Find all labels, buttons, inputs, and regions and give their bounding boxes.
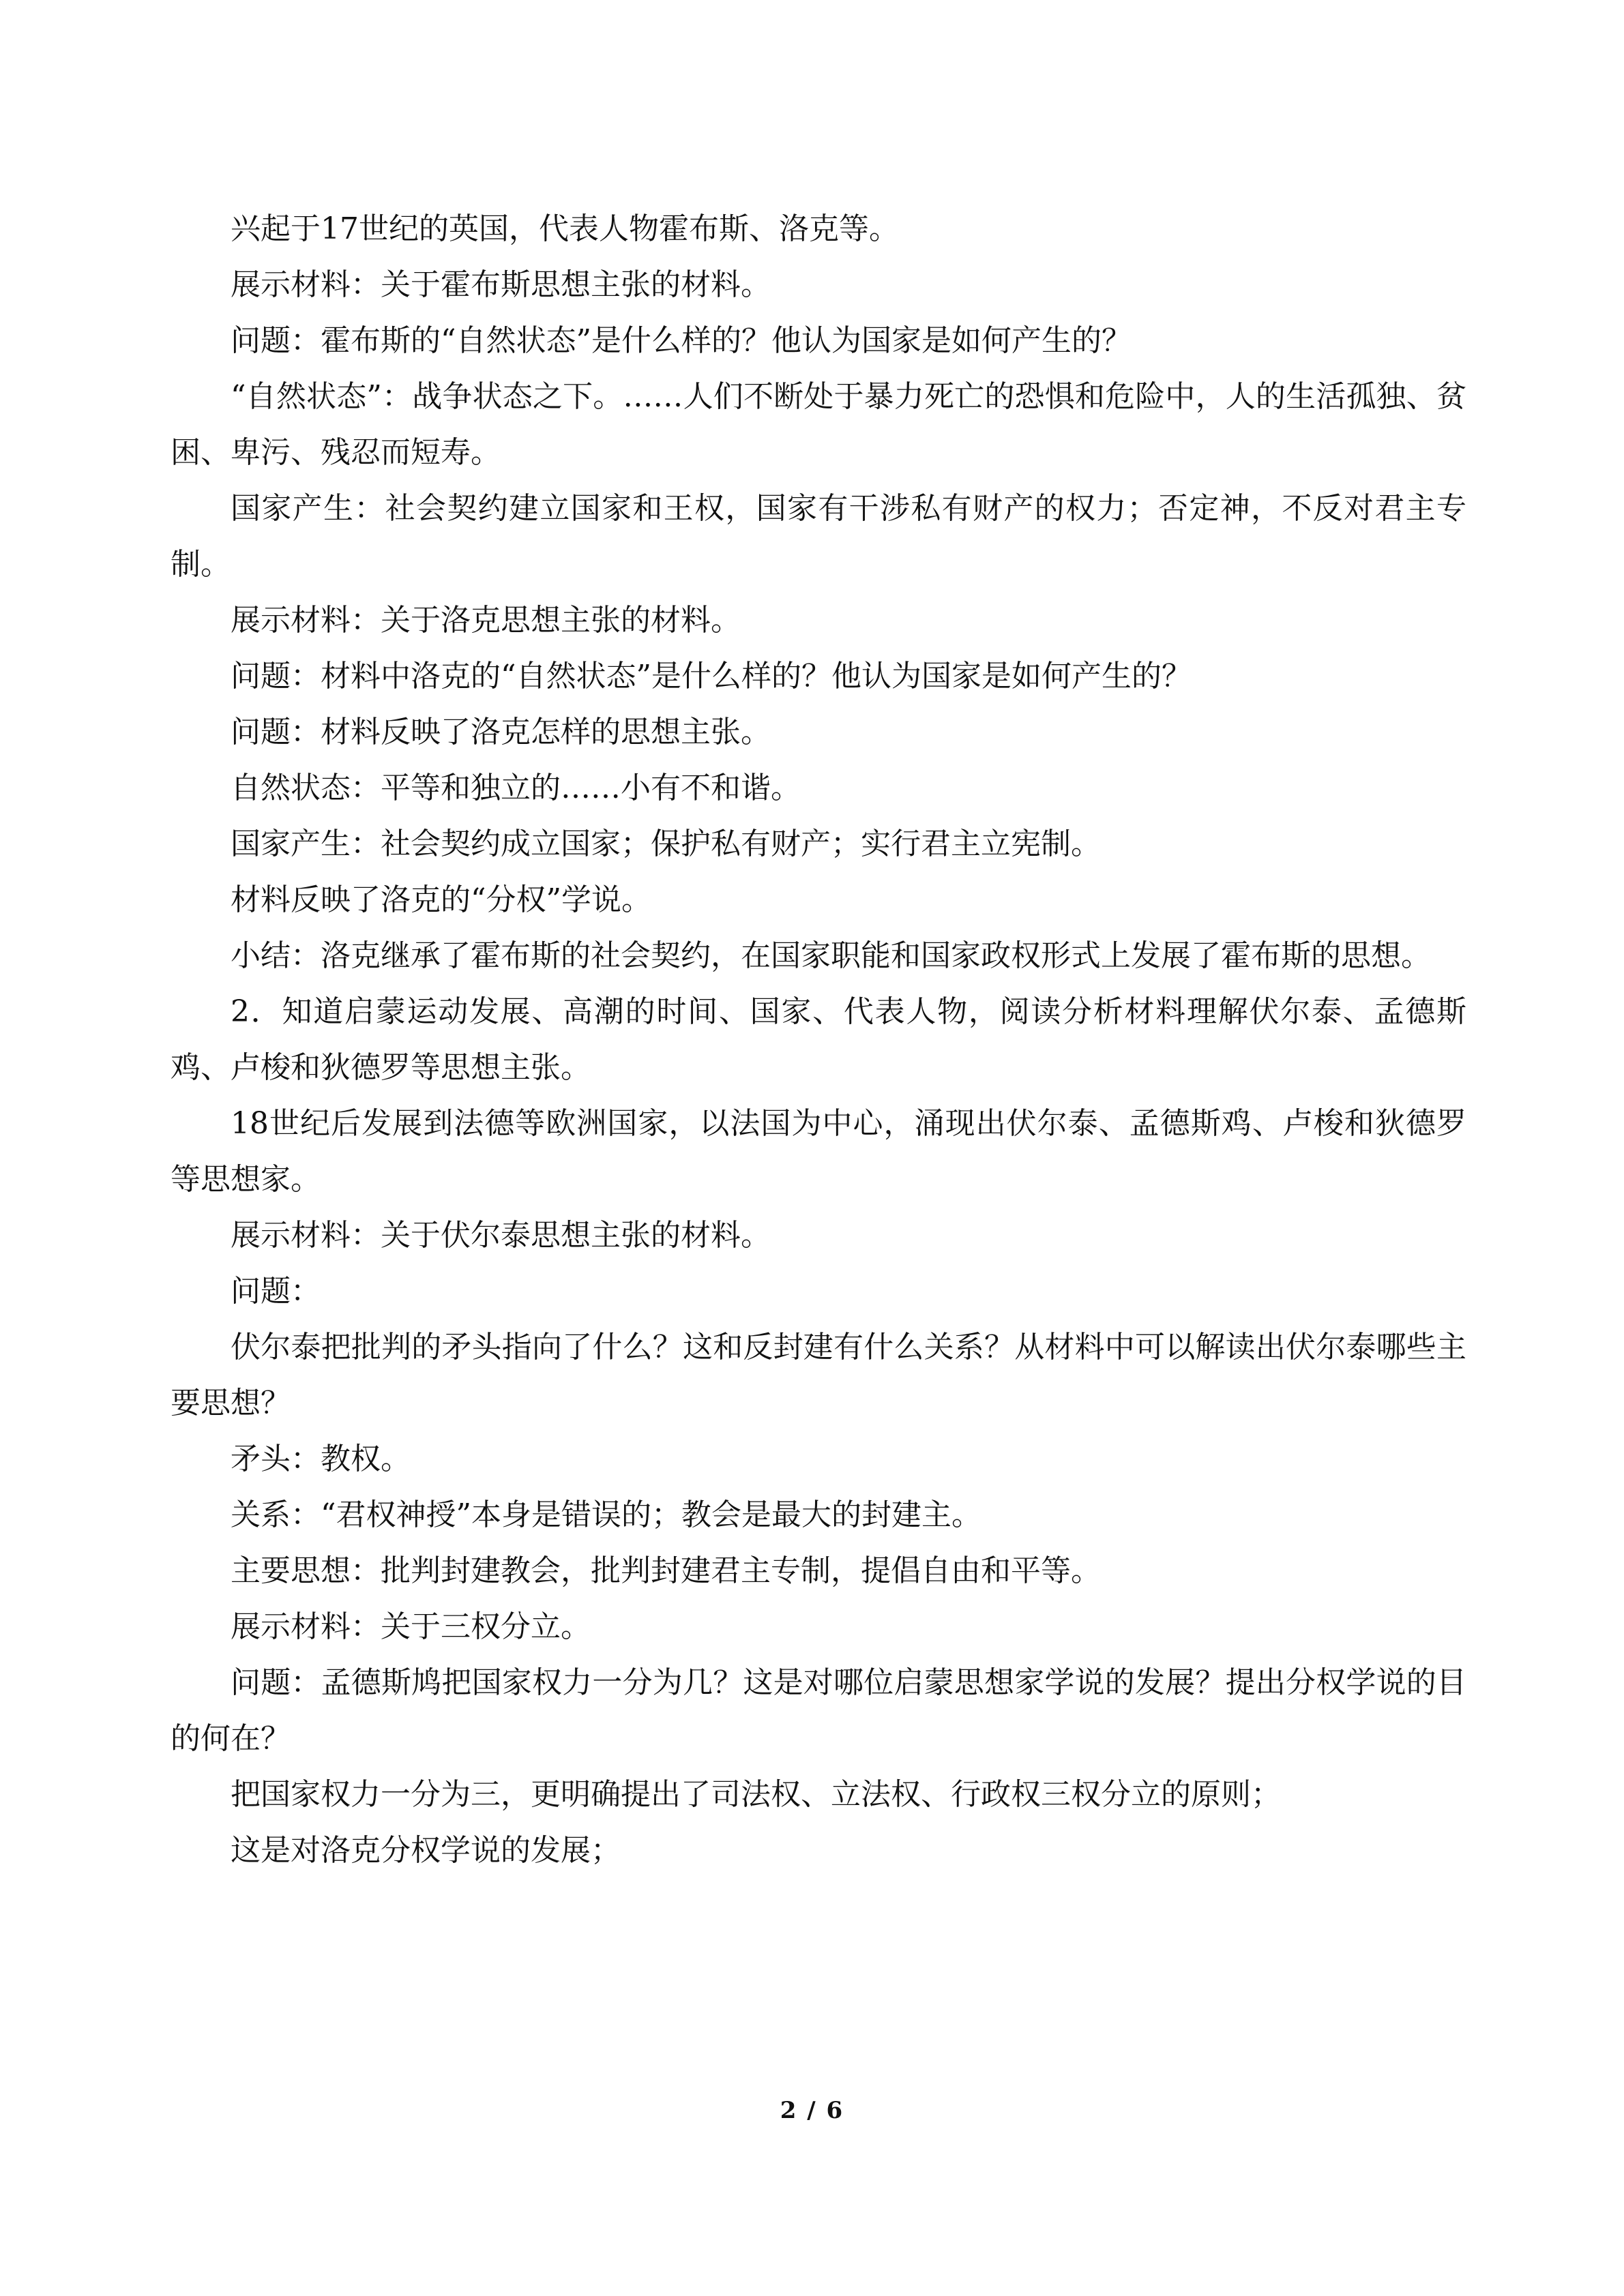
page-body — [171, 201, 1466, 1879]
paragraph: 这是对洛克分权学说的发展； — [231, 1833, 621, 1868]
page-number: 2 / 6 — [780, 2097, 844, 2124]
paragraph: 问题：霍布斯的“自然状态”是什么样的？他认为国家是如何产生的？ — [231, 323, 1132, 358]
paragraph: 矛头：教权。 — [231, 1442, 411, 1476]
paragraph: 问题：材料中洛克的“自然状态”是什么样的？他认为国家是如何产生的？ — [231, 659, 1192, 694]
paragraph: 国家产生：社会契约成立国家；保护私有财产；实行君主立宪制。 — [231, 826, 1101, 861]
paragraph: 自然状态：平等和独立的……小有不和谐。 — [231, 771, 801, 805]
paragraph: 18世纪后发展到法德等欧洲国家，以法国为中心，涌现出伏尔泰、孟德斯鸡、卢梭和狄德罗等思想家。 — [171, 1106, 1466, 1197]
paragraph: 展示材料：关于洛克思想主张的材料。 — [231, 603, 741, 638]
paragraph: 材料反映了洛克的“分权”学说。 — [231, 882, 651, 917]
paragraph: “自然状态”：战争状态之下。……人们不断处于暴力死亡的恐惧和危险中，人的生活孤独、贫困、卑污、残忍而短寿。 — [171, 379, 1466, 470]
paragraph: 问题： — [231, 1274, 321, 1309]
paragraph: 2．知道启蒙运动发展、高潮的时间、国家、代表人物，阅读分析材料理解伏尔泰、孟德斯鸡、卢梭和狄德罗等思想主张。 — [171, 994, 1466, 1085]
paragraph: 主要思想：批判封建教会，批判封建君主专制，提倡自由和平等。 — [231, 1553, 1101, 1588]
paragraph: 问题：材料反映了洛克怎样的思想主张。 — [231, 715, 771, 749]
paragraph: 伏尔泰把批判的矛头指向了什么？这和反封建有什么关系？从材料中可以解读出伏尔泰哪些主要思想？ — [171, 1330, 1466, 1420]
paragraph: 把国家权力一分为三，更明确提出了司法权、立法权、行政权三权分立的原则； — [231, 1777, 1281, 1812]
paragraph: 关系：“君权神授”本身是错误的；教会是最大的封建主。 — [231, 1497, 981, 1532]
paragraph: 展示材料：关于伏尔泰思想主张的材料。 — [231, 1218, 771, 1253]
paragraph: 问题：孟德斯鸠把国家权力一分为几？这是对哪位启蒙思想家学说的发展？提出分权学说的目的何在？ — [171, 1665, 1466, 1756]
paragraph: 国家产生：社会契约建立国家和王权，国家有干涉私有财产的权力；否定神，不反对君主专制。 — [171, 491, 1466, 582]
paragraph: 展示材料：关于三权分立。 — [231, 1609, 591, 1644]
paragraph: 小结：洛克继承了霍布斯的社会契约，在国家职能和国家政权形式上发展了霍布斯的思想。 — [231, 938, 1431, 973]
paragraph: 展示材料：关于霍布斯思想主张的材料。 — [231, 267, 771, 302]
paragraph: 兴起于17世纪的英国，代表人物霍布斯、洛克等。 — [231, 211, 899, 246]
